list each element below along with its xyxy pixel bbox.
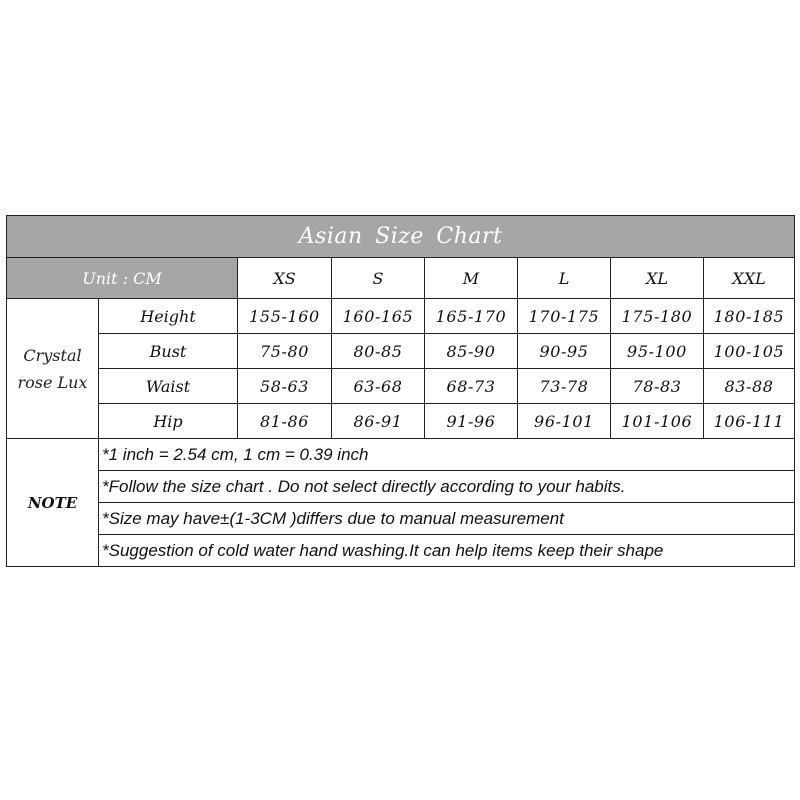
- bust-xxl: 100-105: [704, 334, 795, 369]
- hip-s: 86-91: [332, 404, 425, 439]
- waist-l: 73-78: [518, 369, 611, 404]
- size-header-l: L: [518, 258, 611, 299]
- note-follow-chart: *Follow the size chart . Do not select directly according to your habits.: [99, 471, 795, 503]
- height-s: 160-165: [332, 299, 425, 334]
- size-header-row: [7, 258, 795, 299]
- hip-xs: 81-86: [238, 404, 332, 439]
- bust-xl: 95-100: [611, 334, 704, 369]
- height-xl: 175-180: [611, 299, 704, 334]
- height-xxl: 180-185: [704, 299, 795, 334]
- bust-m: 85-90: [425, 334, 518, 369]
- title-row: [7, 216, 795, 258]
- bust-xs: 75-80: [238, 334, 332, 369]
- size-header-m: M: [425, 258, 518, 299]
- size-header-s: S: [332, 258, 425, 299]
- note-row: [7, 439, 795, 471]
- bust-l: 90-95: [518, 334, 611, 369]
- note-measurement-error: *Size may have±(1-3CM )differs due to manual measurement: [99, 503, 795, 535]
- note-conversion: *1 inch = 2.54 cm, 1 cm = 0.39 inch: [99, 439, 795, 471]
- unit-label: Unit : CM: [7, 258, 238, 299]
- measure-label-waist: Waist: [99, 369, 238, 404]
- note-label: NOTE: [7, 439, 99, 567]
- measure-label-hip: Hip: [99, 404, 238, 439]
- measure-label-height: Height: [99, 299, 238, 334]
- measure-row-height: [7, 299, 795, 334]
- note-washing: *Suggestion of cold water hand washing.It can help items keep their shape: [99, 535, 795, 567]
- waist-xs: 58-63: [238, 369, 332, 404]
- height-l: 170-175: [518, 299, 611, 334]
- waist-s: 63-68: [332, 369, 425, 404]
- size-header-xxl: XXL: [704, 258, 795, 299]
- brand-name: Crystal rose Lux: [7, 299, 99, 439]
- hip-l: 96-101: [518, 404, 611, 439]
- measure-row-waist: [7, 369, 795, 404]
- size-header-xl: XL: [611, 258, 704, 299]
- height-m: 165-170: [425, 299, 518, 334]
- waist-xl: 78-83: [611, 369, 704, 404]
- measure-row-bust: [7, 334, 795, 369]
- hip-xxl: 106-111: [704, 404, 795, 439]
- waist-m: 68-73: [425, 369, 518, 404]
- measure-label-bust: Bust: [99, 334, 238, 369]
- bust-s: 80-85: [332, 334, 425, 369]
- note-row: [7, 503, 795, 535]
- hip-m: 91-96: [425, 404, 518, 439]
- note-row: [7, 535, 795, 567]
- waist-xxl: 83-88: [704, 369, 795, 404]
- chart-title: Asian Size Chart: [7, 216, 795, 258]
- note-row: [7, 471, 795, 503]
- measure-row-hip: [7, 404, 795, 439]
- size-header-xs: XS: [238, 258, 332, 299]
- hip-xl: 101-106: [611, 404, 704, 439]
- size-chart-table: [6, 215, 795, 567]
- height-xs: 155-160: [238, 299, 332, 334]
